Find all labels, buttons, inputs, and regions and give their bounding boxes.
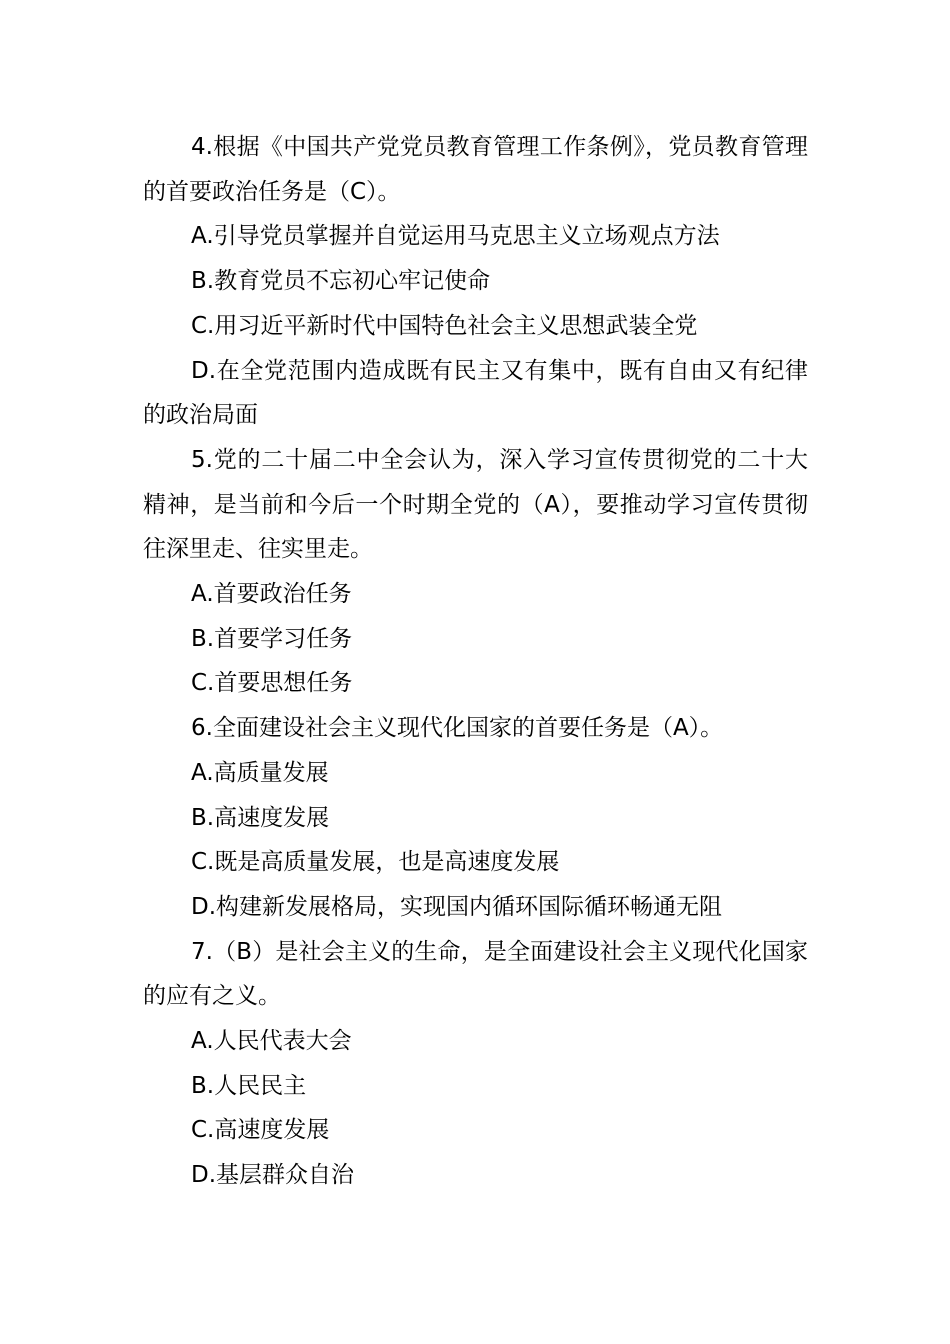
document-body — [143, 125, 808, 1198]
question-4-option-a: A.引导党员掌握并自觉运用马克思主义立场观点方法 — [191, 223, 720, 250]
question-6-stem: 6.全面建设社会主义现代化国家的首要任务是（A）。 — [191, 715, 724, 742]
question-7-stem: 7.（B）是社会主义的生命，是全面建设社会主义现代化国家的应有之义。 — [143, 938, 808, 1010]
question-5-option-c: C.首要思想任务 — [191, 670, 353, 697]
question-4-option-d: D.在全党范围内造成既有民主又有集中，既有自由又有纪律的政治局面 — [143, 357, 808, 429]
question-5-option-a: A.首要政治任务 — [191, 581, 352, 608]
question-6-option-d: D.构建新发展格局，实现国内循环国际循环畅通无阻 — [191, 893, 723, 920]
question-6-option-b: B.高速度发展 — [191, 804, 330, 831]
question-6-option-a: A.高质量发展 — [191, 759, 329, 786]
question-4-stem: 4.根据《中国共产党党员教育管理工作条例》，党员教育管理的首要政治任务是（C）。 — [143, 134, 808, 205]
question-7-option-c: C.高速度发展 — [191, 1117, 330, 1144]
question-7-option-b: B.人民民主 — [191, 1072, 307, 1099]
question-4-option-b: B.教育党员不忘初心牢记使命 — [191, 268, 491, 295]
question-5-stem: 5.党的二十届二中全会认为，深入学习宣传贯彻党的二十大精神，是当前和今后一个时期全党的（A），要推动学习宣传贯彻往深里走、往实里走。 — [143, 446, 808, 563]
question-6-option-c: C.既是高质量发展，也是高速度发展 — [191, 849, 560, 876]
question-7-option-a: A.人民代表大会 — [191, 1028, 352, 1055]
question-7-option-d: D.基层群众自治 — [191, 1162, 355, 1189]
question-4-option-c: C.用习近平新时代中国特色社会主义思想武装全党 — [191, 312, 698, 339]
question-5-option-b: B.首要学习任务 — [191, 625, 353, 652]
